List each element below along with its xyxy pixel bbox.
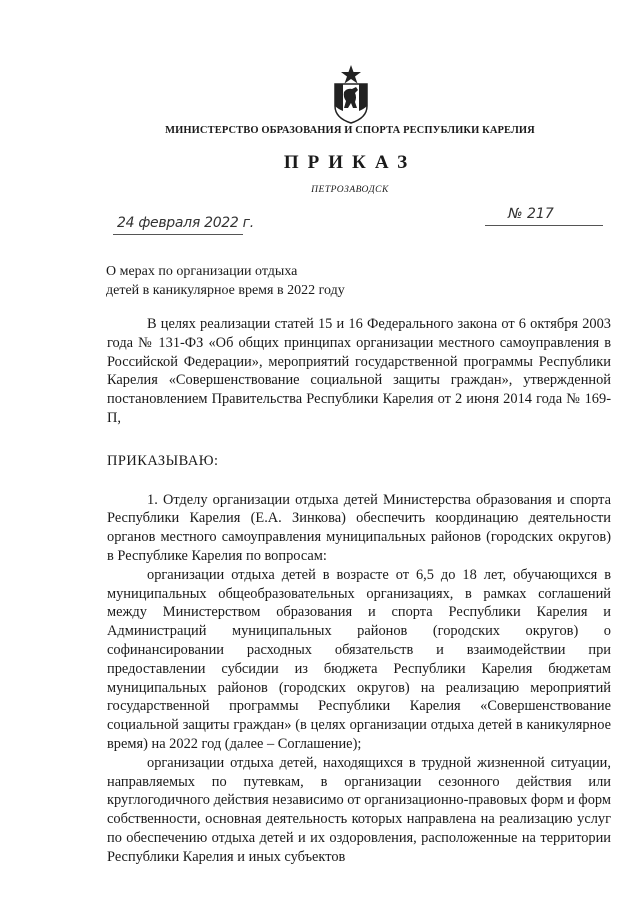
handwritten-date: 24 февраля 2022 г. <box>117 215 254 231</box>
city-name: ПЕТРОЗАВОДСК <box>311 185 389 195</box>
ministry-name: МИНИСТЕРСТВО ОБРАЗОВАНИЯ И СПОРТА РЕСПУБЛИКИ КАРЕЛИЯ <box>165 125 535 136</box>
item-paragraph: организации отдыха детей в возрасте от 6,5 до 18 лет, обучающихся в муниципальных общеобразовательных организациях, в рамках соглашений между Министерством образования и спорта Республики Карелия и Администраций муниципальных районов (городских округов) о софинансировании расходных обязательств и взаимодействии при предоставлении субсидии из бюджета Республики Карелия бюджетам муниципальных районов (городских округов) на реализацию мероприятий государственной программы Республики Карелия «Совершенствование социальной защиты граждан» (в целях организации отдыха детей в каникулярное время) на 2022 год (далее – Соглашение); <box>107 566 611 752</box>
handwritten-number: № 217 <box>508 206 554 222</box>
order-subject <box>106 262 406 300</box>
subject-line-1: О мерах по организации отдыха <box>106 264 298 279</box>
order-body <box>107 315 611 867</box>
preamble-paragraph: В целях реализации статей 15 и 16 Федерального закона от 6 октября 2003 года № 131-ФЗ «Об общих принципах организации местного самоуправления в Российской Федерации», мероприятий государственной программы Республики Карелия «Совершенствование социальной защиты граждан», утвержденной постановлением Правительства Республики Карелия от 2 июня 2014 года № 169-П, <box>107 316 611 426</box>
date-underline <box>113 234 243 235</box>
number-underline <box>485 225 603 226</box>
order-word: ПРИКАЗЫВАЮ: <box>107 452 219 469</box>
document-type: ПРИКАЗ <box>283 152 417 173</box>
item-paragraph: организации отдыха детей, находящихся в трудной жизненной ситуации, направляемых по путевкам, в организации сезонного действия или круглогодичного действия независимо от организационно-правовых форм и форм собственности, основная деятельность которых направлена на реализацию услуг по обеспечению отдыха детей и их оздоровления, расположенные на территории Республики Карелия и иных субъектов <box>107 754 611 865</box>
karelia-coat-of-arms-icon <box>332 64 370 124</box>
subject-line-2: детей в каникулярное время в 2022 году <box>106 283 345 298</box>
item-paragraph: 1. Отделу организации отдыха детей Министерства образования и спорта Республики Карелия (Е.А. Зинкова) обеспечить координацию деятельности органов местного самоуправления муниципальных районов (городских округов) в Республике Карелия по вопросам: <box>107 491 611 564</box>
